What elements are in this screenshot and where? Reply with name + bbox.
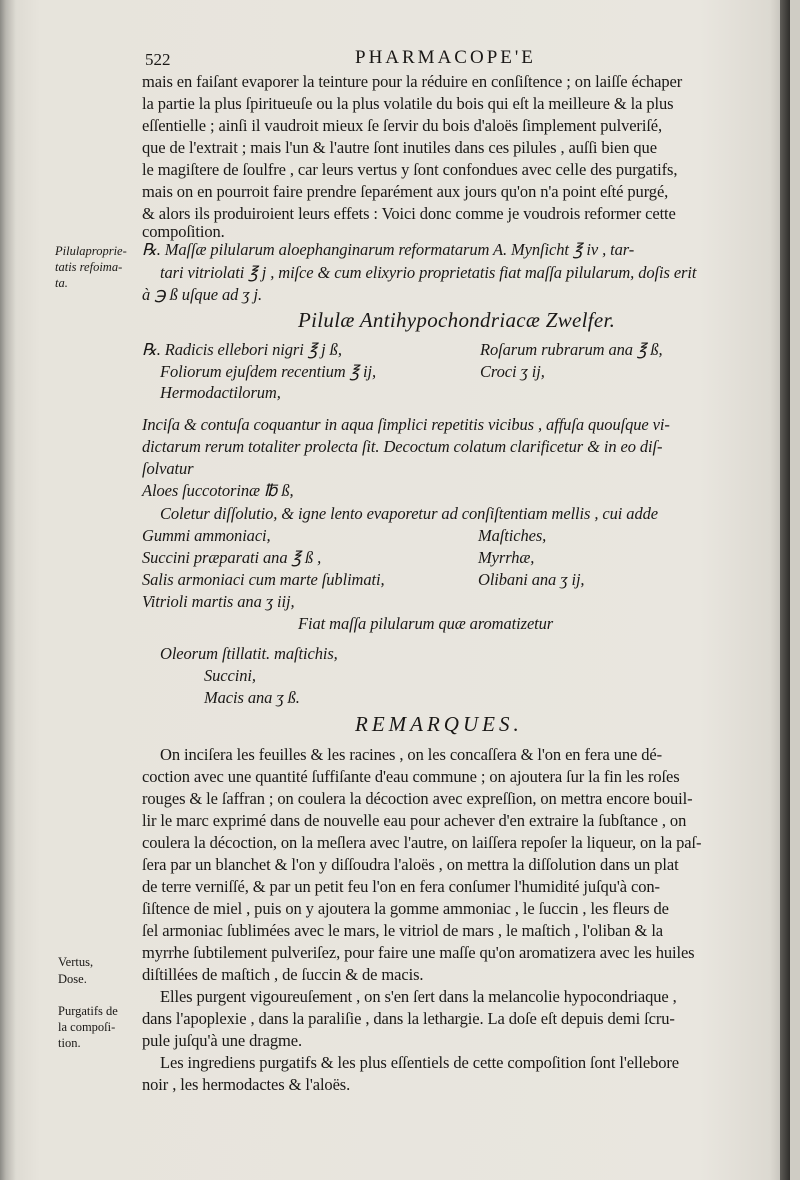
remarque-line: coction avec une quantité ſuffiſante d'eau commune ; on ajoutera ſur la fin les roſes [142,767,680,786]
addition-line: Vitrioli martis ana ʒ iij, [142,592,295,611]
aloes-line: Aloes ſuccotorinæ ℔ ß, [142,481,294,500]
recipe-line: à ℈ ß uſque ad ʒ j. [142,285,263,304]
page-edge-shadow [780,0,790,1180]
ingredient-line: Roſarum rubrarum ana ℥ ß, [480,340,663,359]
remarque-line: pule juſqu'à une dragme. [142,1031,303,1050]
remarque-line: coulera la décoction, on la meſlera avec l'autre, on laiſſera repoſer la liqueur, on la paſ- [142,833,702,852]
addition-line: Olibani ana ʒ ij, [478,570,585,589]
intro-line: eſſentielle ; ainſi il vaudroit mieux ſe ſervir du bois d'aloës ſimplement pulveriſé, [142,116,663,135]
ingredient-line: Foliorum ejuſdem recentium ℥ ij, [160,362,377,381]
remarque-line: de terre verniſſé, & par un petit feu l'on en fera conſumer l'humidité juſqu'à con- [142,877,660,896]
recipe-line: ℞. Maſſæ pilularum aloephanginarum reformatarum A. Mynſicht ℥ iv , tar- [142,240,635,259]
ingredient-line: ℞. Radicis ellebori nigri ℥ j ß, [142,340,342,359]
fiat-line: Fiat maſſa pilularum quæ aromatizetur [298,614,554,633]
remarque-line: rouges & le ſaffran ; on coulera la décoction avec expreſſion, on mettra encore bouil- [142,789,693,808]
addition-line: Salis armoniaci cum marte ſublimati, [142,570,385,589]
coletur-line: Coletur diſſolutio, & igne lento evaporetur ad conſiſtentiam mellis , cui adde [160,504,658,523]
intro-line: compoſition. [142,222,225,241]
addition-line: Maſtiches, [478,526,547,545]
ingredient-line: Hermodactilorum, [160,383,281,402]
remarque-line: ſera par un blanchet & l'on y diſſoudra l'aloës , on mettra la diſſolution dans un plat [142,855,679,874]
running-title: PHARMACOPE'E [355,47,536,68]
remarque-line: noir , les hermodactes & l'aloës. [142,1075,351,1094]
intro-line: & alors ils produiroient leurs effets : Voici donc comme je voudrois reformer cette [142,204,676,223]
oil-line: Succini, [204,666,256,685]
recipe-line: tari vitriolati ℥ j , miſce & cum elixyrio proprietatis fiat maſſa pilularum, doſis erit [160,263,697,282]
intro-line: le magiſtere de ſoulfre , car leurs vertus y ſont confondues avec celle des purgatifs, [142,160,678,179]
addition-line: Succini præparati ana ℥ ß , [142,548,322,567]
ingredient-line: Croci ʒ ij, [480,362,545,381]
intro-line: mais en faiſant evaporer la teinture pour la réduire en conſiſtence ; on laiſſe échaper [142,72,683,91]
remarque-line: Les ingrediens purgatifs & les plus eſſentiels de cette compoſition ſont l'ellebore [160,1053,680,1072]
margin-note-line: Purgatifs de [58,1004,118,1018]
remarque-line: Elles purgent vigoureuſement , on s'en ſert dans la melancolie hypocondriaque , [160,987,677,1006]
margin-note-line: tatis refoima- [55,260,123,274]
remarque-line: diſtillées de maſtich , de ſuccin & de macis. [142,965,424,984]
intro-line: mais on en pourroit faire prendre ſeparément aux jours qu'on n'a point eſté purgé, [142,182,669,201]
section-title: Pilulæ Antihypochondriacæ Zwelfer. [298,308,616,332]
addition-line: Myrrhæ, [478,548,535,567]
remarque-line: myrrhe ſubtilement pulveriſez, pour faire une maſſe qu'on aromatizera avec les huiles [142,943,695,962]
method-line: ſolvatur [142,459,194,478]
margin-note-line: Dose. [58,972,87,986]
margin-note-line: Vertus, [58,955,94,969]
remarque-line: ſel armoniac ſublimées avec le mars, le vitriol de mars , le maſtich , l'oliban & la [142,921,664,940]
oil-line: Oleorum ſtillatit. maſtichis, [160,644,338,663]
oil-line: Macis ana ʒ ß. [204,688,300,707]
method-line: dictarum rerum totaliter prolecta ſit. Decoctum colatum clarificetur & in eo diſ- [142,437,663,456]
method-line: Inciſa & contuſa coquantur in aqua ſimplici repetitis vicibus , affuſa quouſque vi- [142,415,670,434]
addition-line: Gummi ammoniaci, [142,526,271,545]
remarque-line: lir le marc exprimé dans de nouvelle eau pour achever d'en extraire la ſubſtance , on [142,811,687,830]
remarques-title: REMARQUES. [355,712,523,736]
margin-note-line: ta. [55,276,68,290]
margin-note-line: Pilulaproprie- [55,244,127,258]
remarque-line: ſiſtence de miel , puis on y ajoutera la gomme ammoniac , le ſuccin , les fleurs de [142,899,669,918]
margin-note-line: la compoſi- [58,1020,116,1034]
remarque-line: On inciſera les feuilles & les racines , on les concaſſera & l'on en fera une dé- [160,745,663,764]
margin-note-line: tion. [58,1036,81,1050]
remarque-line: dans l'apoplexie , dans la paraliſie , dans la lethargie. La doſe eſt depuis demi ſcru- [142,1009,675,1028]
page-number: 522 [145,50,171,69]
intro-line: la partie la plus ſpiritueuſe ou la plus volatile du bois qui eſt la meilleure & la plus [142,94,674,113]
intro-line: que de l'extrait ; mais l'un & l'autre ſont inutiles dans ces pilules , auſſi bien que [142,138,657,157]
